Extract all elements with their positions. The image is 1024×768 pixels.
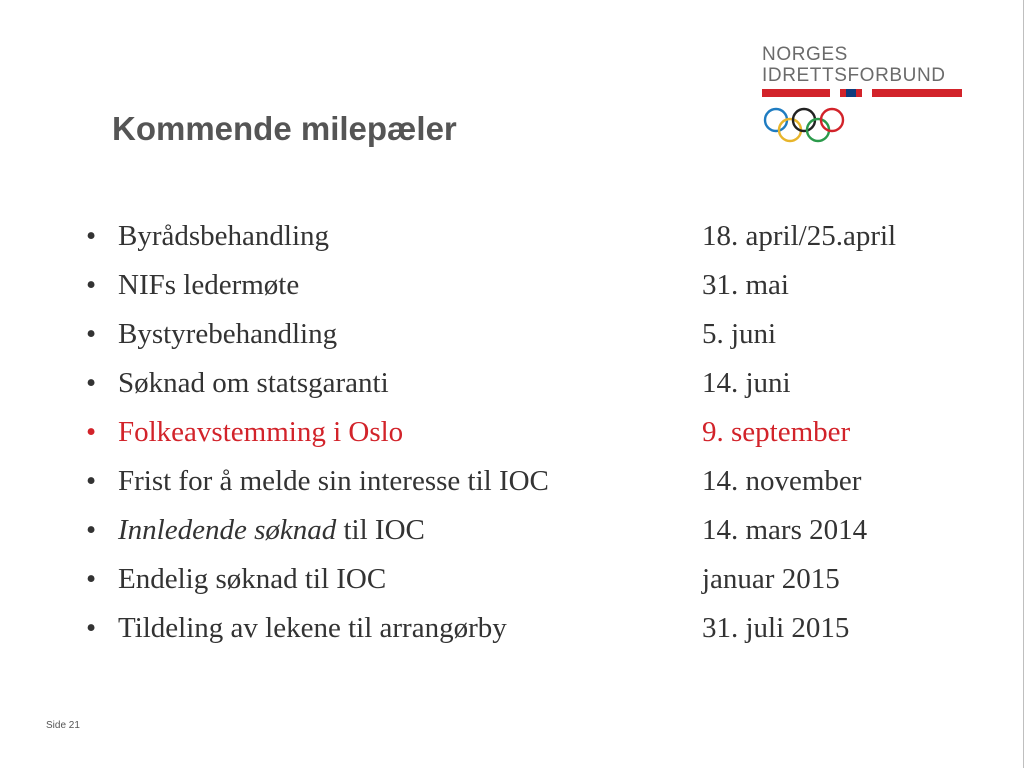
milestone-row xyxy=(86,465,986,514)
milestone-label: Bystyrebehandling xyxy=(118,318,338,350)
milestone-row xyxy=(86,220,986,269)
milestone-row xyxy=(86,514,986,563)
bullet: • xyxy=(86,318,97,350)
milestone-label: Endelig søknad til IOC xyxy=(118,563,387,595)
milestone-label-italic: Innledende søknad xyxy=(118,514,337,546)
bullet: • xyxy=(86,416,97,448)
milestone-row xyxy=(86,269,986,318)
milestone-date: 18. april/25.april xyxy=(702,220,897,252)
logo-text-line2: IDRETTSFORBUND xyxy=(762,65,946,86)
milestone-label: NIFs ledermøte xyxy=(118,269,300,301)
milestone-label: Søknad om statsgaranti xyxy=(118,367,389,399)
milestone-row xyxy=(86,318,986,367)
milestone-date: 14. juni xyxy=(702,367,791,399)
milestone-label xyxy=(118,514,425,547)
milestone-label-rest: til IOC xyxy=(336,514,425,546)
milestone-date: 5. juni xyxy=(702,318,777,350)
bullet: • xyxy=(86,612,97,644)
milestone-list xyxy=(86,220,986,661)
milestone-date: 31. mai xyxy=(702,269,789,301)
page-number: Side 21 xyxy=(46,720,80,731)
milestone-date: 14. november xyxy=(702,465,862,497)
milestone-date: januar 2015 xyxy=(702,563,840,595)
milestone-date: 14. mars 2014 xyxy=(702,514,868,546)
bullet: • xyxy=(86,269,97,301)
bullet: • xyxy=(86,563,97,595)
olympic-rings-icon xyxy=(762,106,852,146)
milestone-label: Byrådsbehandling xyxy=(118,220,330,252)
bullet: • xyxy=(86,514,97,546)
slide-title: Kommende milepæler xyxy=(112,110,457,147)
milestone-row xyxy=(86,367,986,416)
flag-stripes-icon xyxy=(762,89,962,97)
logo-text-line1: NORGES xyxy=(762,44,848,65)
milestone-row xyxy=(86,612,986,661)
nif-logo xyxy=(762,44,972,154)
bullet: • xyxy=(86,465,97,497)
milestone-row xyxy=(86,563,986,612)
milestone-date: 9. september xyxy=(702,416,851,448)
milestone-label: Tildeling av lekene til arrangørby xyxy=(118,612,507,644)
bullet: • xyxy=(86,367,97,399)
bullet: • xyxy=(86,220,97,252)
milestone-label: Frist for å melde sin interesse til IOC xyxy=(118,465,549,497)
milestone-row-highlighted xyxy=(86,416,986,465)
milestone-label: Folkeavstemming i Oslo xyxy=(118,416,404,448)
milestone-date: 31. juli 2015 xyxy=(702,612,850,644)
